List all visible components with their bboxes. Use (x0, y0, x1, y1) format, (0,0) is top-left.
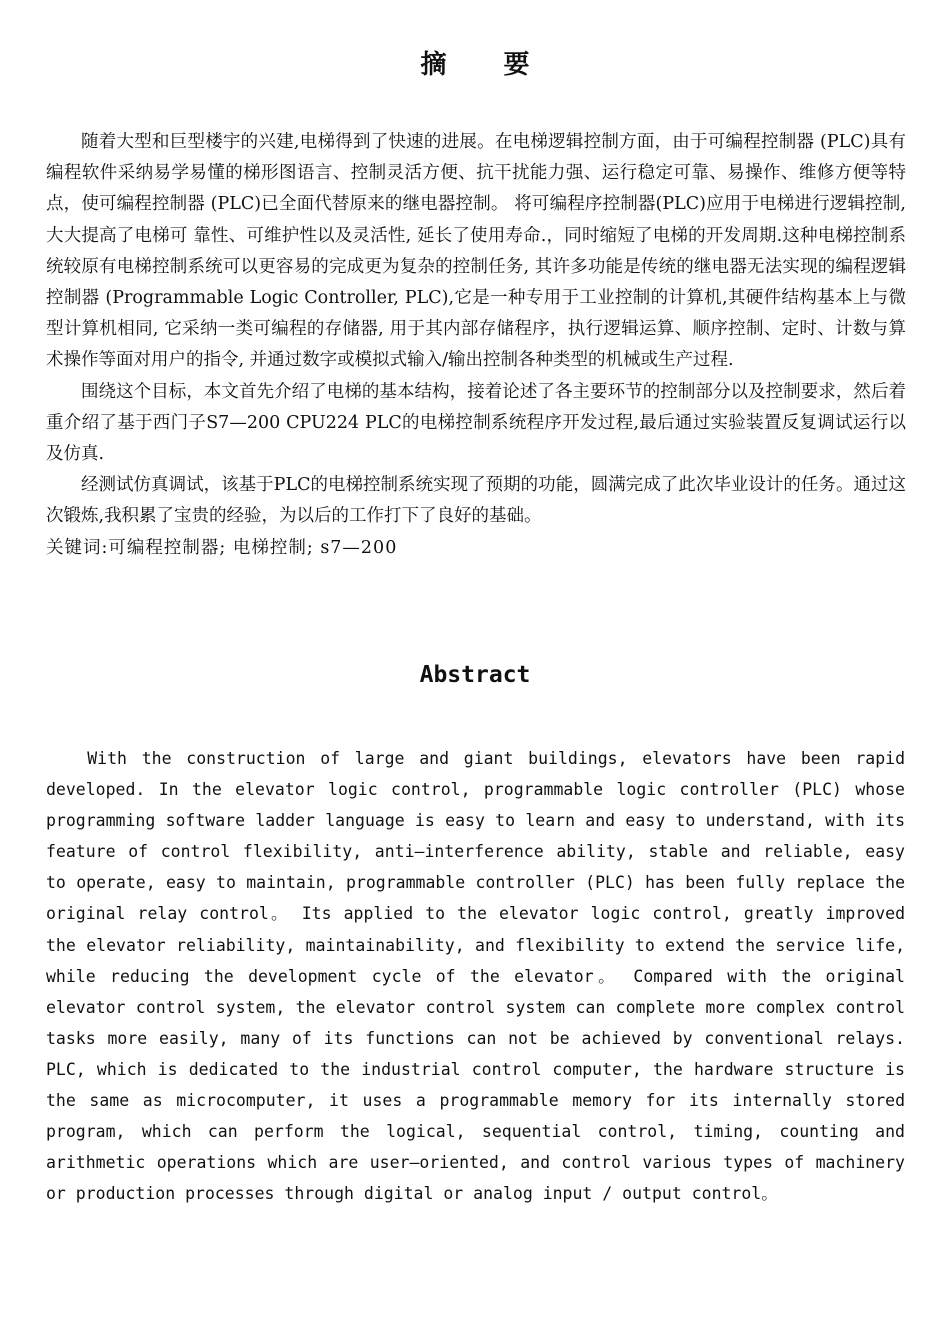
abstract-cn-paragraph: 经测试仿真调试，该基于PLC的电梯控制系统实现了预期的功能，圆满完成了此次毕业设计的任务。通过这次锻炼,我积累了宝贵的经验，为以后的工作打下了良好的基础。 (46, 475, 906, 527)
keywords: 关键词:可编程控制器; 电梯控制; s7—200 (46, 537, 398, 558)
abstract-en-title: Abstract (419, 662, 531, 688)
abstract-cn-title: 摘 要 (420, 50, 554, 80)
abstract-en-paragraph: With the construction of large and giant buildings, elevators have been rapid developed. In the elevator logic control, programmable logic controller (PLC) whose programming software ladder language is easy to learn and easy to understand, with its feature of control flexibility, anti—interference ability, stable and reliable, easy to operate, easy to maintain, programmable controller (PLC) has been fully replace the original relay control。 Its applied to the elevator logic control, greatly improved the elevator reliability, maintainability, and flexibility to extend the service life, while reducing the development cycle of the elevator。 Compared with the original elevator control system, the elevator control system can complete more complex control tasks more easily, many of its functions can not be achieved by conventional relays. PLC, which is dedicated to the industrial control computer, the hardware structure is the same as microcomputer, it uses a programmable memory for its internally stored program, which can perform the logical, sequential control, timing, counting and arithmetic operations which are user—oriented, and control various types of machinery or production processes through digital or analog input / output control。 (46, 749, 905, 1204)
abstract-cn-paragraph: 随着大型和巨型楼宇的兴建,电梯得到了快速的进展。在电梯逻辑控制方面，由于可编程控制器 (PLC)具有编程软件采纳易学易懂的梯形图语言、控制灵活方便、抗干扰能力强、运行稳定可靠、易操作、维修方便等特点，使可编程控制器 (PLC)已全面代替原来的继电器控制。 将可编程序控制器(PLC)应用于电梯进行逻辑控制, 大大提高了电梯可 靠性、可维护性以及灵活性, 延长了使用寿命.，同时缩短了电梯的开发周期.这种电梯控制系统较原有电梯控制系统可以更容易的完成更为复杂的控制任务, 其许多功能是传统的继电器无法实现的编程逻辑控制器 (Programmable Logic Controller, PLC),它是一种专用于工业控制的计算机,其硬件结构基本上与微型计算机相同, 它采纳一类可编程的存储器, 用于其内部存储程序，执行逻辑运算、顺序控制、定时、计数与算术操作等面对用户的指令, 并通过数字或模拟式输入/输出控制各种类型的机械或生产过程. (46, 132, 906, 371)
abstract-cn-body (46, 127, 906, 564)
abstract-cn-paragraph: 围绕这个目标，本文首先介绍了电梯的基本结构，接着论述了各主要环节的控制部分以及控制要求，然后着重介绍了基于西门子S7—200 CPU224 PLC的电梯控制系统程序开发过程,最后通过实验装置反复调试运行以及仿真. (46, 381, 906, 465)
abstract-en-body (46, 743, 905, 1209)
